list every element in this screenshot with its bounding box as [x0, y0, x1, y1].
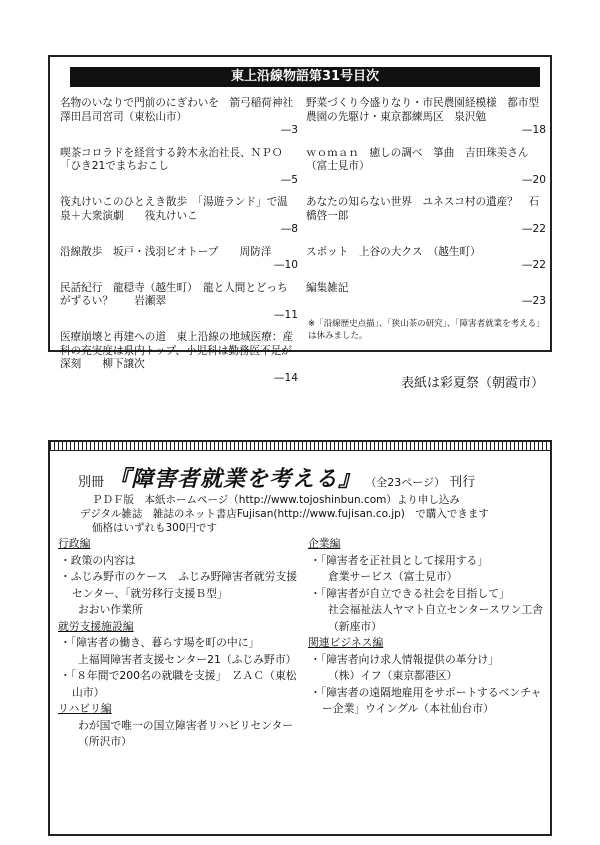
toc-entry: [60, 246, 298, 273]
book-item: おおい作業所: [78, 603, 143, 616]
toc-title: 東上沿線物語第31号目次: [70, 67, 540, 87]
toc-note: ※「沿線歴史点描」、「狭山茶の研究」、「障害者就業を考える」は休みました。: [308, 318, 545, 341]
toc-entry: [60, 196, 298, 237]
cover-caption: 表紙は彩夏祭（朝霞市）: [400, 376, 544, 391]
book-item: わが国で唯一の国立障害者リハビリセンター （所沢市）: [78, 718, 326, 748]
toc-entry-page: —23: [521, 295, 546, 307]
section-heading: 関連ビジネス編: [308, 636, 384, 649]
section-heading: リハビリ編: [58, 702, 112, 715]
book-item: ・「障害者の遠隔地雇用をサポートするベンチャー企業」ウイングル（本社仙台市）: [310, 685, 542, 715]
toc-entry-title: 名物のいなりで門前のにぎわいを 箭弓稲荷神社澤田昌司宮司（東松山市）: [60, 97, 294, 123]
toc-right-column: [306, 97, 546, 342]
pdf-line: ＰＤＦ版 本紙ホームページ（http://www.tojoshinbun.com）より申し込み: [92, 494, 460, 506]
toc-entry-page: —22: [521, 223, 546, 235]
toc-entry-title: 沿線散歩 坂戸・浅羽ビオトープ 周防洋: [60, 245, 272, 258]
toc-entry-page: —11: [273, 308, 298, 321]
toc-left-column: [60, 97, 298, 394]
toc-entry-page: —20: [521, 173, 546, 186]
book-item: ・「障害者が自立できる社会を目指して」: [310, 586, 510, 600]
toc-entry-title: 筏丸けいこのひとえき散歩 「湯遊ランド」で温泉＋大衆演劇 筏丸けいこ: [60, 196, 288, 222]
digital-line: デジタル雑誌 雑誌のネット書店Fujisan(http://www.fujisan.co.jp) で購入できます: [80, 508, 489, 520]
book-item: ・ふじみ野市のケース ふじみ野障害者就労支援センター、「就労移行支援Ｂ型」: [60, 570, 297, 600]
toc-entry: [306, 246, 546, 273]
book-item: ・「障害者を正社員として採用する」: [310, 553, 489, 567]
book-right-column: [308, 536, 546, 718]
toc-entry: [306, 147, 546, 188]
toc-entry: [306, 196, 546, 237]
book-title: 『障害者就業を考える』: [108, 467, 362, 492]
book-heading: [78, 462, 475, 493]
toc-entry-page: —8: [280, 223, 298, 235]
toc-entry-title: 医療崩壊と再建への道 東上沿線の地域医療：産科の充実度は県内トップ、小児科は勤務医不足が深刻 柳下譲次: [60, 331, 294, 370]
section-heading: 行政編: [58, 537, 91, 550]
book-item: ・政策の内容は: [60, 553, 136, 567]
toc-entry-title: スポット 上谷の大クス （越生町）: [306, 245, 481, 258]
toc-entry: [60, 331, 298, 385]
book-item: 倉業サービス（富士見市）: [328, 570, 458, 583]
toc-entry-title: 野菜づくり今盛りなり・市民農園経模様 都市型農園の先駆け・東京都練馬区 泉沢勉: [306, 97, 540, 123]
book-suffix: 刊行: [449, 475, 476, 490]
toc-entry-title: 編集雑記: [306, 281, 349, 294]
toc-entry: [60, 97, 298, 138]
book-item: 上福岡障害者支援センター21（ふじみ野市）: [78, 652, 297, 666]
toc-entry: [306, 282, 546, 309]
section-heading: 就労支援施設編: [58, 619, 134, 633]
toc-entry-page: —5: [280, 173, 298, 186]
toc-entry-page: —18: [521, 124, 546, 136]
toc-entry-title: 民話紀行 龍穏寺（越生町） 龍と人間とどっちがずるい？ 岩瀬翠: [60, 281, 288, 307]
decorative-border: [50, 442, 550, 451]
section-heading: 企業編: [308, 537, 341, 550]
toc-entry-page: —14: [273, 371, 298, 384]
toc-entry-title: ｗｏｍａｎ 癒しの調べ 箏曲 吉田珠美さん（富士見市）: [306, 146, 529, 172]
price-line: 価格はいずれも300円です: [92, 522, 218, 534]
book-item: ・「障害者向け求人情報提供の革分け」: [310, 652, 499, 666]
toc-entry-page: —22: [521, 259, 546, 271]
book-pages: （全23ページ）: [365, 476, 446, 489]
toc-entry-page: —3: [280, 124, 298, 136]
toc-entry: [60, 282, 298, 323]
book-item: ・「８年間で200名の就職を支援」 ＺＡＣ（東松山市）: [60, 669, 297, 699]
book-item: ・「障害者の働き、暮らす場を町の中に」: [60, 636, 260, 649]
toc-entry-title: 喫茶コロラドを経営する鈴木永治社長、ＮＰＯ「ひき21でまちおこし: [60, 146, 283, 172]
toc-entry: [60, 147, 298, 188]
book-item: 社会福祉法人ヤマト自立センタースワン工舎（新座市）: [328, 603, 543, 633]
book-prefix: 別冊: [78, 475, 105, 490]
book-item: （株）イフ（東京都港区）: [328, 669, 458, 682]
toc-entry-page: —10: [273, 259, 298, 271]
toc-entry: [306, 97, 546, 138]
toc-entry-title: あなたの知らない世界 ユネスコ村の遺産？ 石橋啓一郎: [306, 196, 540, 222]
book-announcement: [48, 440, 552, 836]
